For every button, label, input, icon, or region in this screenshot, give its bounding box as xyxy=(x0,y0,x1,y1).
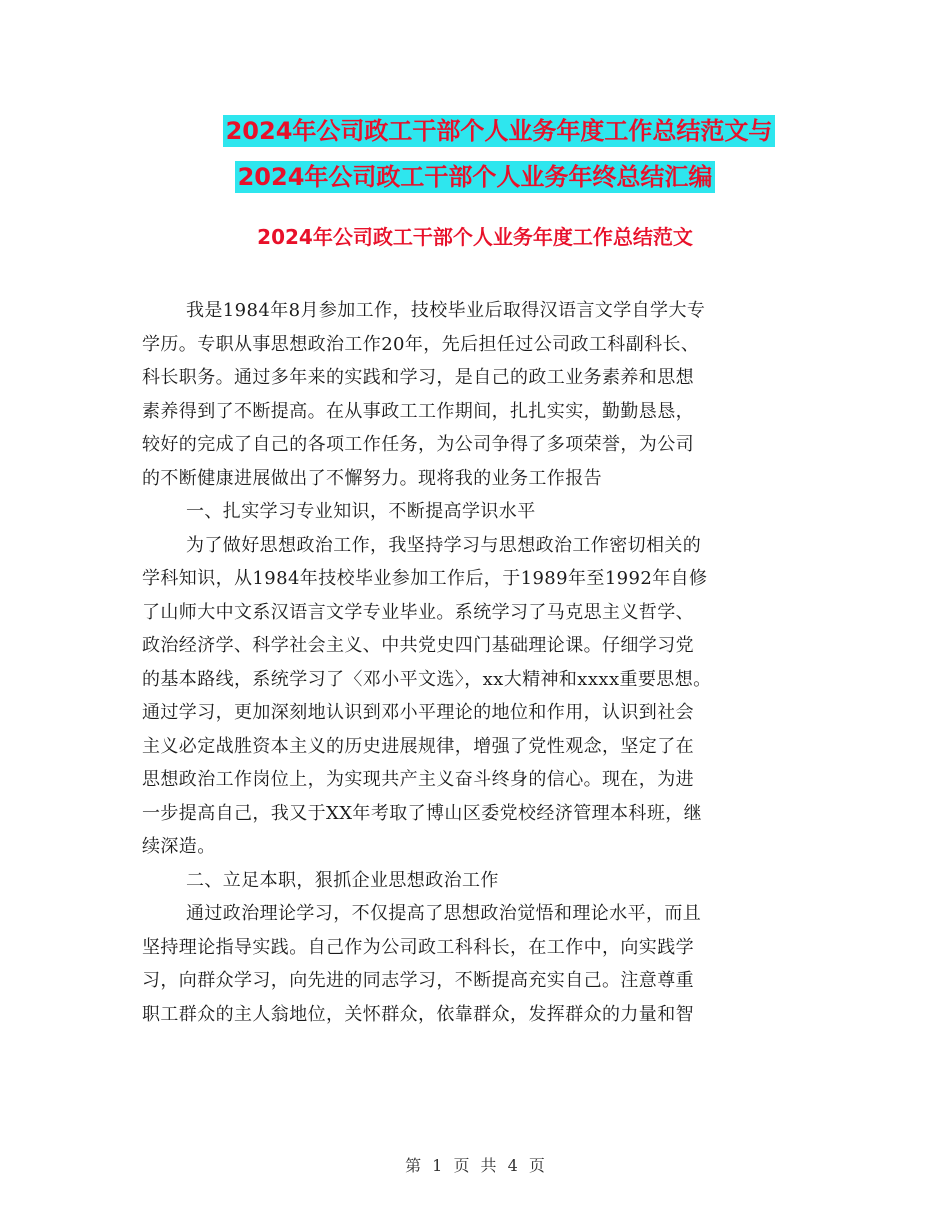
body-line: 一、扎实学习专业知识，不断提高学识水平 xyxy=(186,501,536,522)
body-line: 坚持理论指导实践。自己作为公司政工科科长，在工作中，向实践学 xyxy=(142,936,694,958)
body-line: 较好的完成了自己的各项工作任务，为公司争得了多项荣誉，为公司 xyxy=(142,434,694,455)
document-main-title xyxy=(0,108,950,200)
body-line: 一步提高自己，我又于XX年考取了博山区委党校经济管理本科班，继 xyxy=(142,802,703,824)
body-line: 续深造。 xyxy=(142,836,216,857)
section-title: 2024年公司政工干部个人业务年度工作总结范文 xyxy=(257,225,693,249)
body-line: 主义必定战胜资本主义的历史进展规律，增强了党性观念，坚定了在 xyxy=(142,735,694,757)
body-line: 二、立足本职，狠抓企业思想政治工作 xyxy=(186,869,499,891)
body-line: 职工群众的主人翁地位，关怀群众，依靠群众，发挥群众的力量和智 xyxy=(142,1003,694,1025)
body-line: 素养得到了不断提高。在从事政工工作期间，扎扎实实，勤勤恳恳， xyxy=(142,400,694,422)
body-line: 的不断健康进展做出了不懈努力。现将我的业务工作报告 xyxy=(142,467,602,489)
body-line: 通过政治理论学习，不仅提高了思想政治觉悟和理论水平，而且 xyxy=(186,903,702,924)
body-line: 我是1984年8月参加工作，技校毕业后取得汉语言文学自学大专 xyxy=(186,300,706,321)
body-line: 学历。专职从事思想政治工作20年，先后担任过公司政工科副科长、 xyxy=(142,333,700,355)
body-line: 通过学习，更加深刻地认识到邓小平理论的地位和作用，认识到社会 xyxy=(142,702,694,723)
body-line: 了山师大中文系汉语言文学专业毕业。系统学习了马克思主义哲学、 xyxy=(142,601,694,623)
body-line: 学科知识，从1984年技校毕业参加工作后，于1989年至1992年自修 xyxy=(142,568,708,589)
body-line: 思想政治工作岗位上，为实现共产主义奋斗终身的信心。现在，为进 xyxy=(142,769,694,790)
page-footer: 第 1 页 共 4 页 xyxy=(405,1156,545,1175)
body-line: 为了做好思想政治工作，我坚持学习与思想政治工作密切相关的 xyxy=(186,534,702,556)
body-line: 政治经济学、科学社会主义、中共党史四门基础理论课。仔细学习党 xyxy=(142,635,694,656)
body-line: 习，向群众学习，向先进的同志学习，不断提高充实自己。注意尊重 xyxy=(142,970,694,991)
title-line-2: 2024年公司政工干部个人业务年终总结汇编 xyxy=(235,161,716,193)
title-line-1: 2024年公司政工干部个人业务年度工作总结范文与 xyxy=(223,115,776,147)
body-line: 的基本路线，系统学习了〈邓小平文选〉，xx大精神和xxxx重要思想。 xyxy=(142,668,712,690)
body-line: 科长职务。通过多年来的实践和学习，是自己的政工业务素养和思想 xyxy=(142,367,694,388)
body-text xyxy=(142,294,808,1031)
